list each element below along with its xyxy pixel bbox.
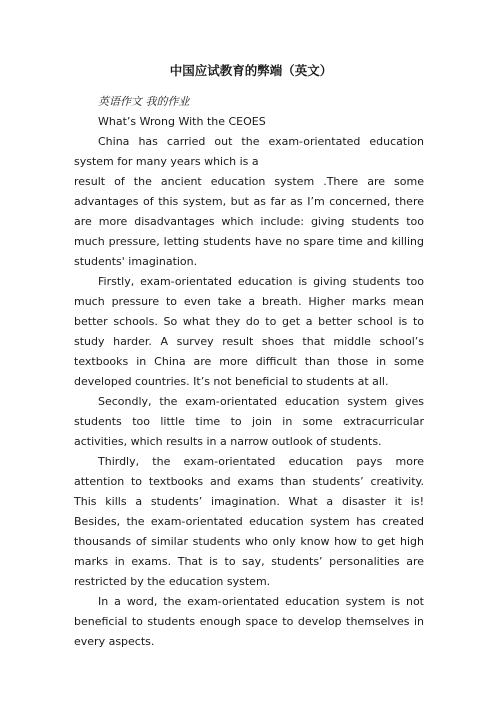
document-title: 中国应试教育的弊端（英文）: [169, 63, 333, 78]
paragraph-firstly: Firstly, exam-orientated education is giving students too much pressure to even take a breath. Higher marks mean better schools. So what they do to get a better school is to study harder. A survey result shoes that middle school’s textbooks in China are more difficult than those in some developed countries. It’s not beneficial to students at all.: [74, 275, 424, 388]
category-tag-line: 英语作文 我的作业: [98, 95, 190, 108]
paragraph-conclusion: In a word, the exam-orientated education system is not beneficial to students enough space to develop themselves in every aspects.: [74, 595, 424, 648]
paragraph-intro-continued: result of the ancient education system .There are some advantages of this system, but as far as I’m concerned, there are more disadvantages which include: giving students too much pressure, letting students have no spare time and killing students' imagination.: [74, 175, 424, 268]
paragraph-intro: China has carried out the exam-orientated education system for many years which is a: [74, 135, 424, 168]
essay-title: What’s Wrong With the CEOES: [98, 115, 266, 128]
paragraph-secondly: Secondly, the exam-orientated education system gives students too little time to join in some extracurricular activities, which results in a narrow outlook of students.: [74, 395, 424, 448]
paragraph-thirdly: Thirdly, the exam-orientated education pays more attention to textbooks and exams than students’ creativity. This kills a students’ imagination. What a disaster it is! Besides, the exam-orientated education system has created thousands of similar students who only know how to get high marks in exams. That is to say, students’ personalities are restricted by the education system.: [74, 455, 424, 588]
